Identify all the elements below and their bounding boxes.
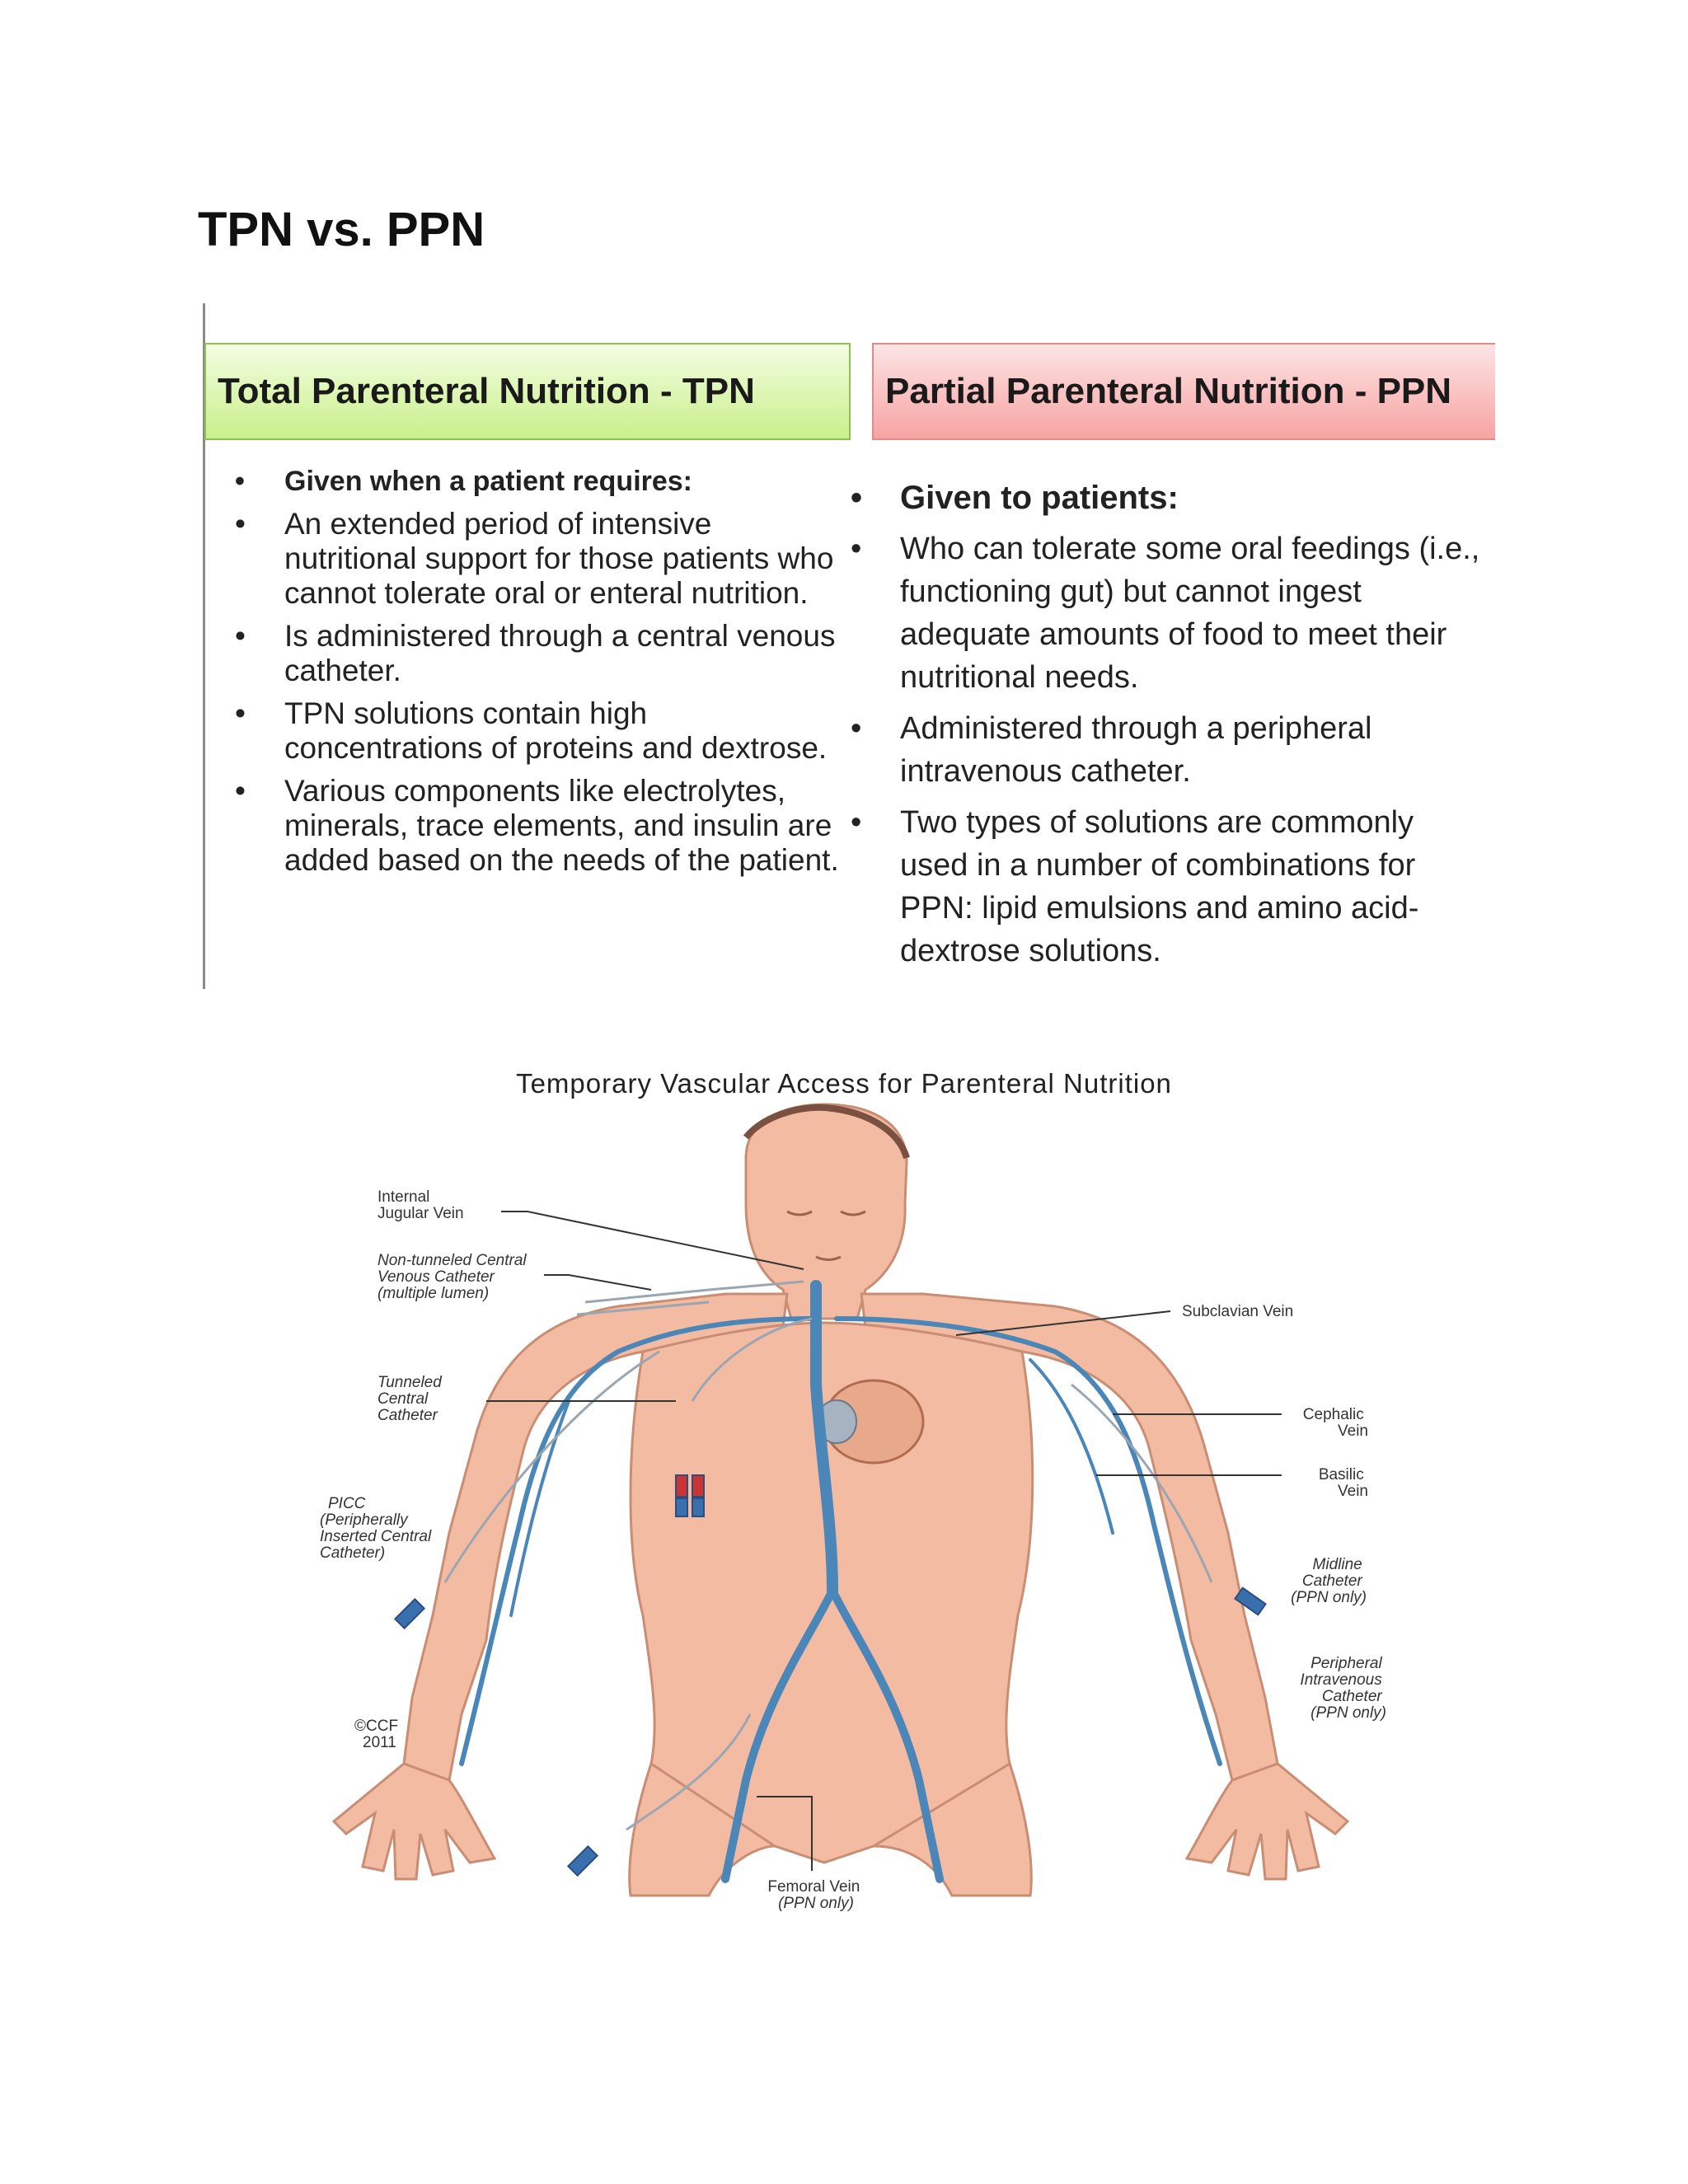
tpn-bullet: • An extended period of intensive nutritional support for those patients who cannot tolerate oral or enteral nutrition. — [235, 507, 845, 611]
figure-title: Temporary Vascular Access for Parenteral Nutrition — [516, 1068, 1172, 1099]
label-femoral-vein: Femoral Vein (PPN only) — [767, 1878, 860, 1912]
ppn-bullet: • Given to patients: — [851, 476, 1485, 519]
ppn-bullet: • Who can tolerate some oral feedings (i.e., functioning gut) but cannot ingest adequate amounts of food to meet their nutritional needs. — [851, 527, 1485, 699]
ppn-bullet: • Administered through a peripheral intravenous catheter. — [851, 707, 1485, 793]
label-picc: PICC (Peripherally Inserted Central Catheter) — [320, 1495, 432, 1562]
label-subclavian-vein: Subclavian Vein — [1182, 1303, 1294, 1320]
label-tunneled-catheter: Tunneled Central Catheter — [377, 1374, 442, 1424]
tpn-bullet: • TPN solutions contain high concentrations of proteins and dextrose. — [235, 696, 845, 766]
label-non-tunneled-catheter: Non-tunneled Central Venous Catheter (multiple lumen) — [377, 1252, 527, 1302]
label-basilic-vein: Basilic Vein — [1318, 1466, 1368, 1500]
ppn-heading: Partial Parenteral Nutrition - PPN — [872, 343, 1495, 440]
label-peripheral-iv-catheter: Peripheral Intravenous Catheter (PPN only) — [1300, 1655, 1386, 1722]
label-cephalic-vein: Cephalic Vein — [1302, 1406, 1368, 1440]
tpn-bullet: • Various components like electrolytes, minerals, trace elements, and insulin are added based on the needs of the patient. — [235, 774, 845, 878]
tpn-bullet: • Is administered through a central venous catheter. — [235, 619, 845, 688]
body-silhouette — [334, 1104, 1348, 1896]
tpn-heading: Total Parenteral Nutrition - TPN — [204, 343, 851, 440]
ppn-bullet: • Two types of solutions are commonly used in a number of combinations for PPN: lipid emulsions and amino acid-dextrose solutions. — [851, 801, 1485, 972]
tpn-bullet: • Given when a patient requires: — [235, 464, 845, 499]
artist-signature: ©CCF 2011 — [354, 1718, 399, 1751]
label-midline-catheter: Midline Catheter (PPN only) — [1291, 1556, 1367, 1606]
page-title: TPN vs. PPN — [198, 203, 485, 256]
label-internal-jugular: Internal Jugular Vein — [377, 1188, 464, 1222]
